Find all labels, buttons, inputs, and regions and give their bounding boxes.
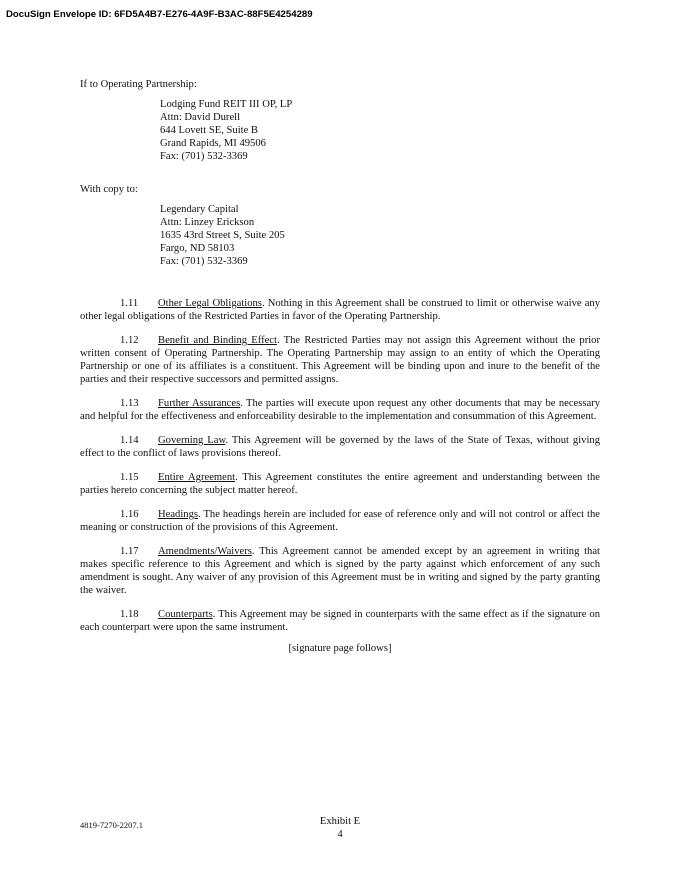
section-heading: Headings: [158, 509, 199, 520]
section-heading: Other Legal Obligations: [158, 298, 262, 309]
section-1-13: 1.13 Further Assurances. The parties will execute upon request any other documents that may be necessary and helpful for the effectiveness and enforceability desirable to the implementation and consummation of this Agreement.: [80, 398, 600, 422]
section-heading: Counterparts: [158, 609, 213, 620]
section-1-15: 1.15 Entire Agreement. This Agreement constitutes the entire agreement and understanding between the parties hereto concerning the subject matter hereof.: [80, 472, 600, 496]
section-1-17: 1.17 Amendments/Waivers. This Agreement cannot be amended except by an agreement in writing that makes specific reference to this Agreement and which is signed by the party against which enforcement of any such amendment is sought. Any waiver of any provision of this Agreement must be in writing and signed by the party granting the waiver.: [80, 546, 600, 596]
docusign-envelope-id: DocuSign Envelope ID: 6FD5A4B7-E276-4A9F-B3AC-88F5E4254289: [6, 9, 313, 20]
notice-copy-address: [160, 203, 600, 268]
section-heading: Further Assurances: [158, 398, 241, 409]
exhibit-label: Exhibit E: [319, 816, 361, 827]
document-number: 4819-7270-2207.1: [80, 820, 144, 830]
page-number: 4: [337, 829, 343, 840]
address-line: Fargo, ND 58103: [160, 243, 235, 254]
notice-op-address: [160, 98, 600, 163]
section-1-11: 1.11 Other Legal Obligations. Nothing in this Agreement shall be construed to limit or otherwise waive any other legal obligations of the Restricted Parties in favor of the Operating Partnership.: [80, 298, 601, 322]
section-1-12: 1.12 Benefit and Binding Effect. The Restricted Parties may not assign this Agreement without the prior written consent of Operating Partnership. The Operating Partnership may assign to an entity of which the Operating Partnership or one of its affiliates is a constituent. This Agreement will be binding upon and inure to the benefit of the parties and their respective successors and permitted assigns.: [80, 335, 600, 385]
document-body: [80, 78, 600, 655]
address-line: Lodging Fund REIT III OP, LP: [160, 99, 293, 110]
address-line: 1635 43rd Street S, Suite 205: [160, 230, 285, 241]
address-line: Legendary Capital: [160, 204, 239, 215]
address-line: 644 Lovett SE, Suite B: [160, 125, 258, 136]
address-line: Attn: Linzey Erickson: [160, 217, 255, 228]
address-line: Fax: (701) 532-3369: [160, 151, 248, 162]
section-heading: Governing Law: [158, 435, 226, 446]
address-line: Attn: David Durell: [160, 112, 241, 123]
notice-op-label: If to Operating Partnership:: [80, 79, 197, 90]
section-heading: Amendments/Waivers: [158, 546, 252, 557]
notice-copy-label: With copy to:: [80, 184, 138, 195]
section-1-14: 1.14 Governing Law. This Agreement will be governed by the laws of the State of Texas, without giving effect to the conflict of laws provisions thereof.: [80, 435, 601, 459]
page-footer: [0, 815, 680, 841]
section-heading: Entire Agreement: [158, 472, 236, 483]
address-line: Grand Rapids, MI 49506: [160, 138, 266, 149]
section-1-18: 1.18 Counterparts. This Agreement may be signed in counterparts with the same effect as if the signature on each counterpart were upon the same instrument.: [80, 609, 600, 633]
signature-page-note: [signature page follows]: [288, 643, 392, 654]
section-heading: Benefit and Binding Effect: [158, 335, 277, 346]
address-line: Fax: (701) 532-3369: [160, 256, 248, 267]
section-1-16: 1.16 Headings. The headings herein are included for ease of reference only and will not control or affect the meaning or construction of the provisions of this Agreement.: [80, 509, 600, 533]
